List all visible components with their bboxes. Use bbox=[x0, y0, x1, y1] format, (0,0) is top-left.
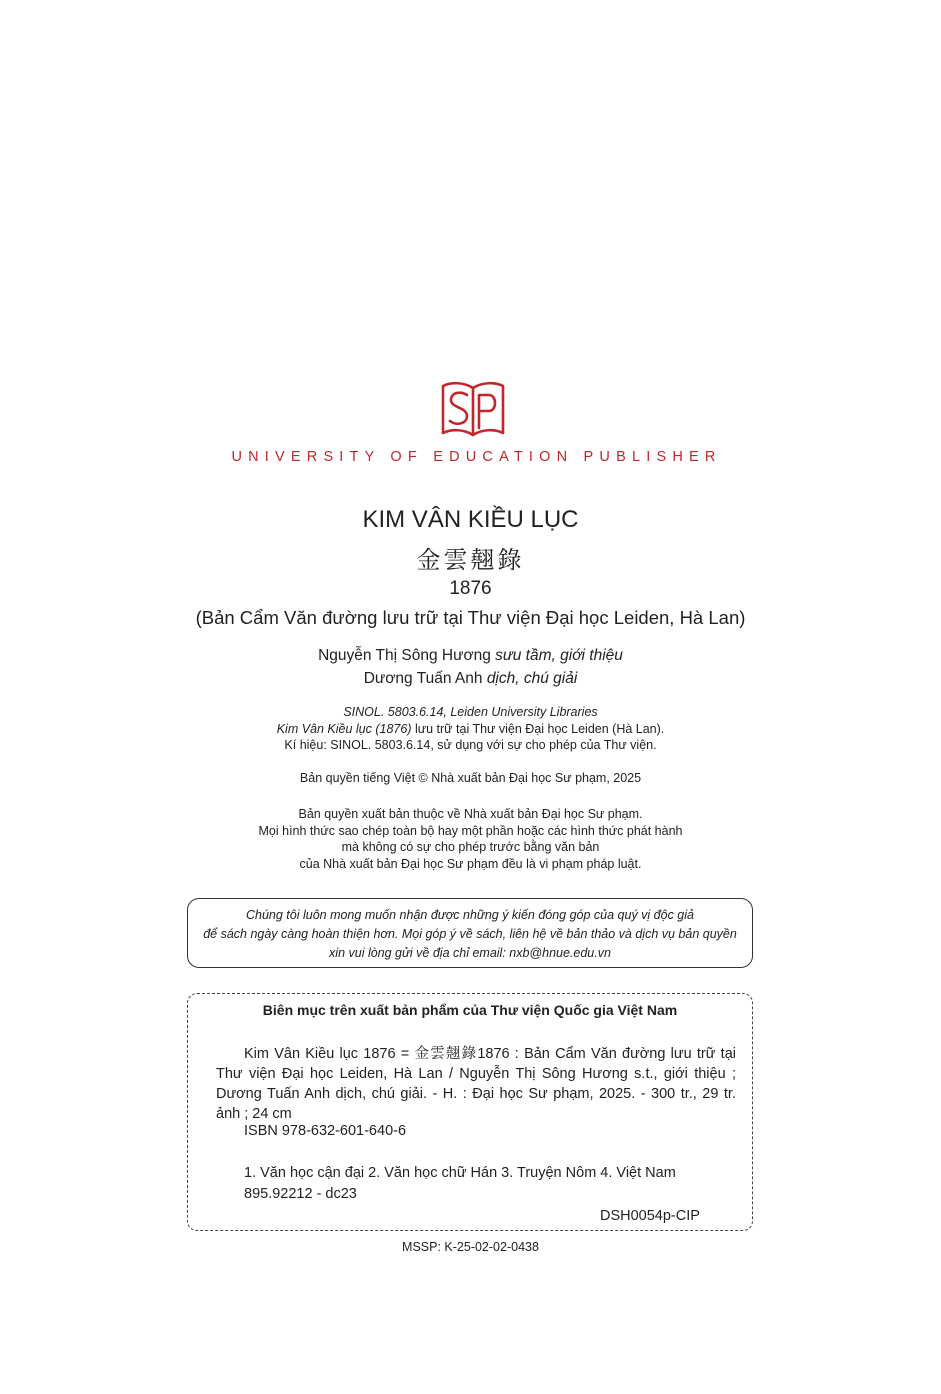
cip-heading: Biên mục trên xuất bản phẩm của Thư viện Quốc gia Việt Nam bbox=[262, 1002, 678, 1018]
feedback-box bbox=[187, 898, 753, 968]
rights-line: mà không có sự cho phép trước bằng văn bản bbox=[341, 840, 600, 854]
book-title-chinese: 金雲翹錄 bbox=[416, 546, 525, 574]
rights-line: của Nhà xuất bản Đại học Sư phạm đều là vi phạm pháp luật. bbox=[299, 856, 642, 871]
copyright-line: Bản quyền tiếng Việt © Nhà xuất bản Đại học Sư phạm, 2025 bbox=[299, 771, 642, 785]
rights-line: Bản quyền xuất bản thuộc về Nhà xuất bản Đại học Sư phạm. bbox=[298, 807, 643, 821]
rights-notice bbox=[0, 806, 941, 872]
translator-role: dịch, chú giải bbox=[486, 670, 578, 687]
sp-book-logo-icon bbox=[439, 381, 507, 437]
source-line-2-rest: lưu trữ tại Thư viện Đại học Leiden (Hà Lan). bbox=[411, 721, 665, 736]
feedback-line: xin vui lòng gửi về địa chỉ email: nxb@hnue.edu.vn bbox=[329, 946, 611, 960]
publisher-name: UNIVERSITY OF EDUCATION PUBLISHER bbox=[231, 449, 722, 465]
source-note bbox=[0, 704, 941, 754]
mssp-code: MSSP: K-25-02-02-0438 bbox=[402, 1240, 539, 1254]
cip-subjects: 1. Văn học cận đại 2. Văn học chữ Hán 3. Truyện Nôm 4. Việt Nam bbox=[244, 1165, 676, 1181]
author-role: sưu tầm, giới thiệu bbox=[495, 647, 623, 664]
cip-classification: 895.92212 - dc23 bbox=[244, 1186, 357, 1202]
translator-credit bbox=[0, 667, 941, 690]
translator-name: Dương Tuấn Anh bbox=[363, 670, 483, 687]
rights-line: Mọi hình thức sao chép toàn bộ hay một phần hoặc các hình thức phát hành bbox=[258, 823, 683, 838]
book-title: KIM VÂN KIỀU LỤC bbox=[362, 506, 579, 533]
author-name: Nguyễn Thị Sông Hương bbox=[318, 647, 491, 664]
cip-code: DSH0054p-CIP bbox=[600, 1208, 700, 1224]
book-year: 1876 bbox=[449, 578, 492, 599]
feedback-line: để sách ngày càng hoàn thiện hơn. Mọi góp ý về sách, liên hệ về bản thảo và dịch vụ bản quyền bbox=[203, 927, 737, 941]
source-line-3: Kí hiệu: SINOL. 5803.6.14, sử dụng với sự cho phép của Thư viện. bbox=[284, 738, 657, 752]
cip-isbn: ISBN 978-632-601-640-6 bbox=[244, 1123, 407, 1139]
author-credit bbox=[0, 644, 941, 667]
feedback-line: Chúng tôi luôn mong muốn nhận được những ý kiến đóng góp của quý vị độc giả bbox=[245, 908, 694, 922]
source-line-1: SINOL. 5803.6.14, Leiden University Libraries bbox=[343, 705, 598, 719]
cip-entry: Kim Vân Kiều lục 1876 = 金雲翹錄1876 : Bản Cẩm Văn đường lưu trữ tại Thư viện Đại học Leiden, Hà Lan / Nguyễn Thị Sông Hương s.t., giới thiệu ; Dương Tuấn Anh dịch, chú giải. - H. : Đại học Sư phạm, 2025. - 300 tr., 29 tr. ảnh ; 24 cm bbox=[216, 1046, 736, 1122]
cip-record-box bbox=[187, 993, 753, 1231]
credits bbox=[0, 644, 941, 690]
source-line-2-title: Kim Vân Kiều lục (1876) bbox=[276, 721, 412, 736]
book-subtitle: (Bản Cẩm Văn đường lưu trữ tại Thư viện Đại học Leiden, Hà Lan) bbox=[195, 607, 746, 628]
